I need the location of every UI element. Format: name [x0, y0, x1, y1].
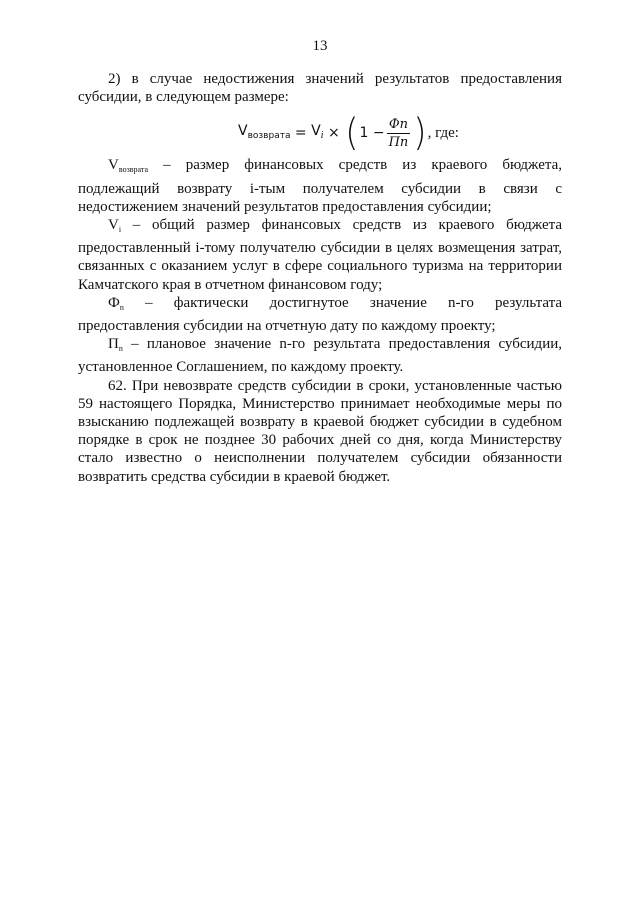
- formula-vi: $V_i$: [311, 122, 324, 141]
- fraction-numerator: Фn: [388, 116, 409, 132]
- formula-open-paren: (: [345, 111, 359, 156]
- fraction-denominator: Пn: [388, 134, 409, 150]
- definition-fn: $Ф_n$ – фактически достигнутое значение n-го результата предоставления субсидии на отчетную дату по каждому проекту;: [78, 294, 562, 335]
- definition-pn: $П_n$ – плановое значение n-го результата предоставления субсидии, установленное Соглашением, по каждому проекту.: [78, 336, 562, 376]
- formula-fraction: [387, 116, 411, 151]
- formula-equals: =: [290, 125, 312, 142]
- formula-times: ×: [323, 125, 345, 142]
- formula-lhs: $V_{возврата}$: [238, 122, 291, 141]
- document-body: [78, 70, 562, 486]
- paragraph-subsidy-shortfall: 2) в случае недостижения значений результатов предоставления субсидии, в следующем размере:: [78, 71, 562, 106]
- page-number: 13: [312, 38, 328, 54]
- definition-vi: $V_i$ – общий размер финансовых средств из краевого бюджета предоставленный i-тому получателю субсидии в целях возмещения затрат, связанных с оказанием услуг в сфере социального туризма на территории Камчатского края в отчетном финансовом году;: [78, 217, 562, 293]
- formula-one-minus: 1 −: [359, 125, 385, 142]
- definition-v-return: $V_{возврата}$ – размер финансовых средств из краевого бюджета, подлежащий возврату i-тым получателем субсидии в связи с недостижением значений результатов предоставления субсидии;: [78, 157, 562, 215]
- paragraph-62: 62. При невозврате средств субсидии в сроки, установленные частью 59 настоящего Порядка, Министерство принимает необходимые меры по взысканию подлежащей возврату в краевой бюджет субсидии в судебном порядке в срок не позднее 30 рабочих дней со дня, когда Министерству стало известно о неисполнении получателем субсидии обязанности возвратить средства субсидии в краевой бюджет.: [78, 377, 562, 485]
- formula-tail: , где:: [427, 125, 459, 142]
- return-formula: [78, 112, 562, 154]
- formula-close-paren: ): [413, 111, 427, 156]
